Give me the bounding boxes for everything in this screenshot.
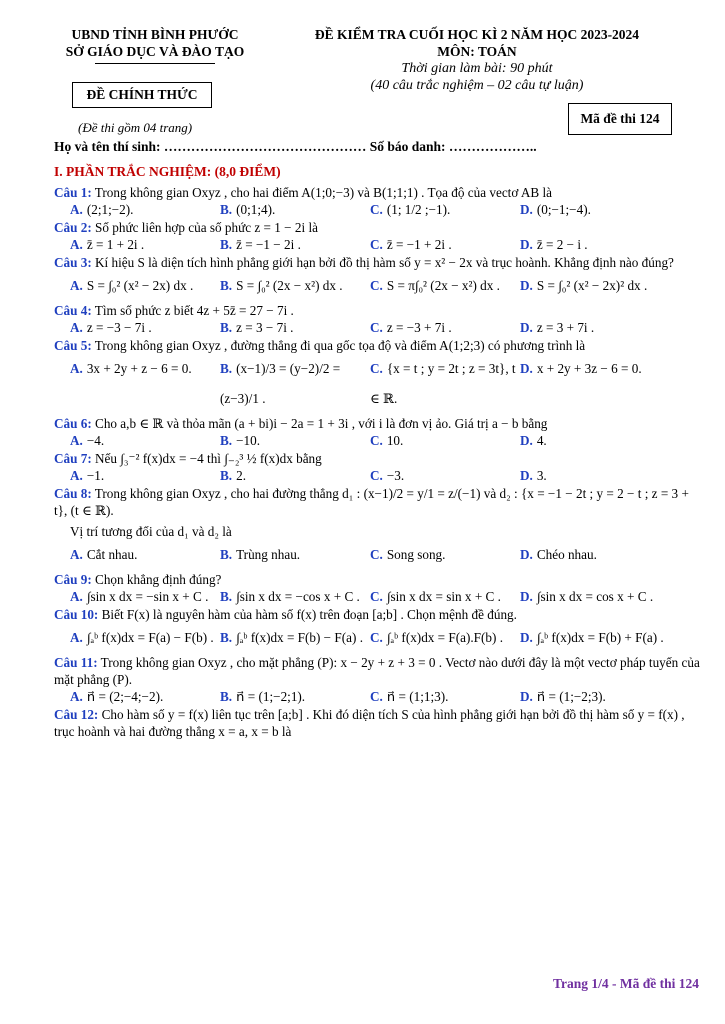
option-letter: B. (220, 202, 233, 217)
question-stem: Cho a,b ∈ ℝ và thỏa mãn (a + bi)i − 2a = 1 + 3i , với i là đơn vị ảo. Giá trị a − b bằng (95, 416, 548, 431)
option-letter: A. (70, 320, 83, 335)
question-text (54, 485, 702, 519)
option-letter: D. (520, 689, 533, 704)
question-count: (40 câu trắc nghiệm – 02 câu tự luận) (370, 78, 584, 93)
question-block (54, 337, 702, 414)
answer-option[interactable] (220, 623, 370, 653)
option-text: n⃗ = (1;1;3). (386, 689, 449, 704)
option-letter: B. (220, 630, 233, 645)
option-text: (1; 1/2 ;−1). (386, 202, 451, 217)
option-text: ∫ₐᵇ f(x)dx = F(b) − F(a) . (236, 630, 363, 645)
answer-option[interactable] (70, 354, 220, 414)
option-text: −1. (86, 468, 105, 483)
answer-option[interactable] (220, 236, 370, 253)
question-block (54, 184, 702, 218)
option-text: Cắt nhau. (86, 547, 138, 562)
option-letter: B. (220, 689, 233, 704)
option-letter: A. (70, 202, 83, 217)
answer-option[interactable] (520, 688, 670, 705)
option-letter: D. (520, 202, 533, 217)
option-letter: B. (220, 589, 233, 604)
question-stem: Trong không gian Oxyz , đường thẳng đi qua gốc tọa độ và điểm A(1;2;3) có phương trình là (94, 338, 586, 353)
option-text: n⃗ = (1;−2;1). (236, 689, 306, 704)
option-letter: A. (70, 237, 83, 252)
question-stem: Số phức liên hợp của số phức z = 1 − 2i là (95, 220, 318, 235)
option-text: (0;1;4). (236, 202, 276, 217)
question-stem: Trong không gian Oxyz , cho mặt phẳng (P): x − 2y + z + 3 = 0 . Vectơ nào dưới đây là một vectơ pháp tuyến của mặt phẳng (P). (54, 655, 700, 687)
answer-option[interactable] (370, 688, 520, 705)
option-letter: A. (70, 589, 83, 604)
answer-option[interactable] (220, 201, 370, 218)
option-letter: A. (70, 278, 83, 293)
answer-option[interactable] (520, 236, 670, 253)
answer-option[interactable] (370, 236, 520, 253)
question-text (54, 706, 702, 740)
answer-option[interactable] (70, 467, 220, 484)
answer-option[interactable] (220, 271, 370, 301)
question-stem: Cho hàm số y = f(x) liên tục trên [a;b] . Khi đó diện tích S của hình phẳng giới hạn bởi đồ thị hàm số y = f(x) , trục hoành và hai đường thẳng x = a, x = b là (54, 707, 685, 739)
question-block (54, 219, 702, 253)
question-text (54, 415, 702, 432)
option-text: z̄ = 1 + 2i . (86, 237, 145, 252)
answer-option[interactable] (370, 467, 520, 484)
question-number: Câu 6: (54, 416, 92, 431)
answer-option[interactable] (370, 588, 520, 605)
option-letter: C. (370, 202, 383, 217)
question-text (54, 302, 702, 319)
question-text (54, 254, 702, 271)
question-number: Câu 11: (54, 655, 98, 670)
option-text: −10. (236, 433, 261, 448)
option-letter: D. (520, 468, 533, 483)
answer-options (70, 432, 702, 449)
question-block (54, 302, 702, 336)
question-number: Câu 12: (54, 707, 99, 722)
option-text: n⃗ = (1;−2;3). (536, 689, 606, 704)
question-number: Câu 3: (54, 255, 92, 270)
exam-code-box: Mã đề thi 124 (568, 103, 672, 135)
question-text (54, 450, 702, 467)
question-number: Câu 2: (54, 220, 92, 235)
option-letter: C. (370, 320, 383, 335)
duration: Thời gian làm bài: 90 phút (401, 61, 553, 76)
option-letter: D. (520, 237, 533, 252)
answer-option[interactable] (520, 540, 670, 570)
option-text: n⃗ = (2;−4;−2). (86, 689, 164, 704)
option-letter: D. (520, 278, 533, 293)
option-text: z = −3 + 7i . (386, 320, 452, 335)
option-letter: D. (520, 547, 533, 562)
answer-option[interactable] (70, 271, 220, 301)
option-text: Song song. (386, 547, 446, 562)
answer-option[interactable] (370, 540, 520, 570)
answer-option[interactable] (220, 588, 370, 605)
option-text: 3. (536, 468, 547, 483)
option-text: ∫ₐᵇ f(x)dx = F(b) + F(a) . (536, 630, 664, 645)
answer-options (70, 271, 702, 301)
header-right (292, 26, 662, 94)
option-letter: A. (70, 689, 83, 704)
answer-option[interactable] (370, 623, 520, 653)
questions-container (54, 184, 702, 740)
option-text: 10. (386, 433, 404, 448)
answer-option[interactable] (520, 588, 670, 605)
answer-options (70, 540, 702, 570)
answer-option[interactable] (370, 271, 520, 301)
question-block (54, 654, 702, 705)
province-name: UBND TỈNH BÌNH PHƯỚC (71, 27, 239, 42)
answer-option[interactable] (370, 201, 520, 218)
question-number: Câu 1: (54, 185, 92, 200)
option-text: ∫sin x dx = −cos x + C . (236, 589, 360, 604)
option-letter: D. (520, 589, 533, 604)
option-letter: B. (220, 237, 233, 252)
option-letter: C. (370, 630, 383, 645)
question-number: Câu 4: (54, 303, 92, 318)
question-stem: Nếu ∫₃⁻² f(x)dx = −4 thì ∫₋₂³ ½ f(x)dx bằng (95, 451, 322, 466)
answer-option[interactable] (370, 319, 520, 336)
answer-option[interactable] (220, 467, 370, 484)
answer-option[interactable] (520, 354, 670, 414)
answer-options (70, 354, 702, 414)
option-text: ∫ₐᵇ f(x)dx = F(a) − F(b) . (86, 630, 214, 645)
answer-option[interactable] (220, 688, 370, 705)
student-info-line: Họ và tên thí sinh: ……………………………………… Số báo danh: ……………….. (54, 139, 537, 154)
option-text: S = ∫₀² (x² − 2x) dx . (86, 278, 194, 293)
option-text: −4. (86, 433, 105, 448)
question-stem: Kí hiệu S là diện tích hình phẳng giới hạn bởi đồ thị hàm số y = x² − 2x và trục hoành. Khẳng định nào đúng? (95, 255, 674, 270)
question-stem: Tìm số phức z biết 4z + 5z̄ = 27 − 7i . (94, 303, 294, 318)
option-text: 4. (536, 433, 547, 448)
option-letter: A. (70, 433, 83, 448)
answer-option[interactable] (70, 236, 220, 253)
question-block (54, 485, 702, 570)
department-name: SỞ GIÁO DỤC VÀ ĐÀO TẠO (65, 44, 245, 59)
question-stem: Chọn khẳng định đúng? (95, 572, 222, 587)
option-letter: A. (70, 361, 83, 376)
option-letter: C. (370, 278, 383, 293)
option-letter: B. (220, 278, 233, 293)
answer-option[interactable] (70, 688, 220, 705)
answer-option[interactable] (520, 201, 670, 218)
question-block (54, 706, 702, 740)
option-text: 3x + 2y + z − 6 = 0. (86, 361, 192, 376)
question-stem: Trong không gian Oxyz , cho hai đường thẳng d₁ : (x−1)/2 = y/1 = z/(−1) và d₂ : {x = −1 − 2t ; y = 2 − t ; z = 3 + t}, (t ∈ ℝ). (54, 486, 689, 518)
option-text: ∫sin x dx = cos x + C . (536, 589, 654, 604)
option-letter: C. (370, 361, 383, 376)
option-letter: D. (520, 630, 533, 645)
option-letter: D. (520, 320, 533, 335)
question-text (54, 337, 702, 354)
answer-option[interactable] (70, 623, 220, 653)
option-letter: C. (370, 547, 383, 562)
option-text: z̄ = 2 − i . (536, 237, 588, 252)
option-letter: B. (220, 320, 233, 335)
option-text: (x−1)/3 = (y−2)/2 = (z−3)/1 . (220, 361, 341, 406)
option-text: S = π∫₀² (2x − x²) dx . (386, 278, 500, 293)
option-text: z̄ = −1 − 2i . (236, 237, 301, 252)
question-number: Câu 10: (54, 607, 99, 622)
question-list (54, 164, 702, 740)
option-letter: B. (220, 361, 233, 376)
official-label: ĐỀ CHÍNH THỨC (72, 82, 212, 108)
header-rule (95, 63, 215, 64)
answer-option[interactable] (520, 271, 670, 301)
question-stem: Trong không gian Oxyz , cho hai điểm A(1;0;−3) và B(1;1;1) . Tọa độ của vectơ AB là (94, 185, 553, 200)
answer-option[interactable] (70, 201, 220, 218)
question-block (54, 571, 702, 605)
answer-option[interactable] (70, 432, 220, 449)
option-letter: D. (520, 433, 533, 448)
option-text: (2;1;−2). (86, 202, 134, 217)
option-letter: C. (370, 433, 383, 448)
exam-title: ĐỀ KIỂM TRA CUỐI HỌC KÌ 2 NĂM HỌC 2023-2024 (314, 27, 640, 42)
answer-option[interactable] (220, 432, 370, 449)
option-letter: C. (370, 689, 383, 704)
answer-options (70, 623, 702, 653)
answer-option[interactable] (70, 588, 220, 605)
subject: MÔN: TOÁN (437, 44, 517, 59)
option-text: z̄ = −1 + 2i . (386, 237, 452, 252)
option-text: z = −3 − 7i . (86, 320, 152, 335)
option-text: {x = t ; y = 2t ; z = 3t}, t ∈ ℝ. (370, 361, 516, 406)
option-letter: B. (220, 468, 233, 483)
option-text: ∫sin x dx = sin x + C . (386, 589, 501, 604)
option-text: Trùng nhau. (236, 547, 301, 562)
section-title: I. PHẦN TRẮC NGHIỆM: (8,0 ĐIỂM) (54, 164, 281, 179)
question-text (54, 219, 702, 236)
option-text: S = ∫₀² (x² − 2x)² dx . (536, 278, 648, 293)
option-letter: A. (70, 547, 83, 562)
option-letter: A. (70, 630, 83, 645)
answer-options (70, 319, 702, 336)
question-block (54, 254, 702, 301)
pages-note: (Đề thi gồm 04 trang) (78, 120, 193, 135)
question-block (54, 606, 702, 653)
answer-options (70, 588, 702, 605)
answer-options (70, 688, 702, 705)
answer-option[interactable] (370, 432, 520, 449)
option-text: −3. (386, 468, 405, 483)
option-text: z = 3 + 7i . (536, 320, 595, 335)
answer-option[interactable] (220, 319, 370, 336)
answer-option[interactable] (370, 354, 520, 414)
answer-options (70, 467, 702, 484)
question-number: Câu 8: (54, 486, 92, 501)
question-block (54, 415, 702, 449)
answer-option[interactable] (220, 540, 370, 570)
answer-option[interactable] (220, 354, 370, 414)
question-number: Câu 5: (54, 338, 92, 353)
option-text: (0;−1;−4). (536, 202, 591, 217)
option-letter: B. (220, 433, 233, 448)
option-letter: B. (220, 547, 233, 562)
question-number: Câu 7: (54, 451, 92, 466)
option-letter: D. (520, 361, 533, 376)
answer-option[interactable] (70, 540, 220, 570)
option-text: ∫ₐᵇ f(x)dx = F(a).F(b) . (386, 630, 503, 645)
answer-option[interactable] (520, 432, 670, 449)
answer-option[interactable] (70, 319, 220, 336)
answer-option[interactable] (520, 467, 670, 484)
option-text: Chéo nhau. (536, 547, 597, 562)
option-letter: A. (70, 468, 83, 483)
question-stem: Biết F(x) là nguyên hàm của hàm số f(x) trên đoạn [a;b] . Chọn mệnh đề đúng. (101, 607, 517, 622)
question-followup: Vị trí tương đối của d₁ và d₂ là (70, 524, 232, 539)
question-text (54, 571, 702, 588)
option-text: S = ∫₀² (2x − x²) dx . (236, 278, 343, 293)
question-text (54, 654, 702, 688)
answer-options (70, 201, 702, 218)
option-letter: C. (370, 468, 383, 483)
question-text (54, 606, 702, 623)
option-letter: C. (370, 589, 383, 604)
header-left (40, 26, 270, 64)
option-text: x + 2y + 3z − 6 = 0. (536, 361, 642, 376)
option-letter: C. (370, 237, 383, 252)
answer-option[interactable] (520, 623, 670, 653)
question-text (54, 184, 702, 201)
option-text: z = 3 − 7i . (236, 320, 294, 335)
page-footer: Trang 1/4 - Mã đề thi 124 (553, 976, 699, 991)
option-text: 2. (236, 468, 246, 483)
question-number: Câu 9: (54, 572, 92, 587)
answer-option[interactable] (520, 319, 670, 336)
option-text: ∫sin x dx = −sin x + C . (86, 589, 209, 604)
question-block (54, 450, 702, 484)
answer-options (70, 236, 702, 253)
